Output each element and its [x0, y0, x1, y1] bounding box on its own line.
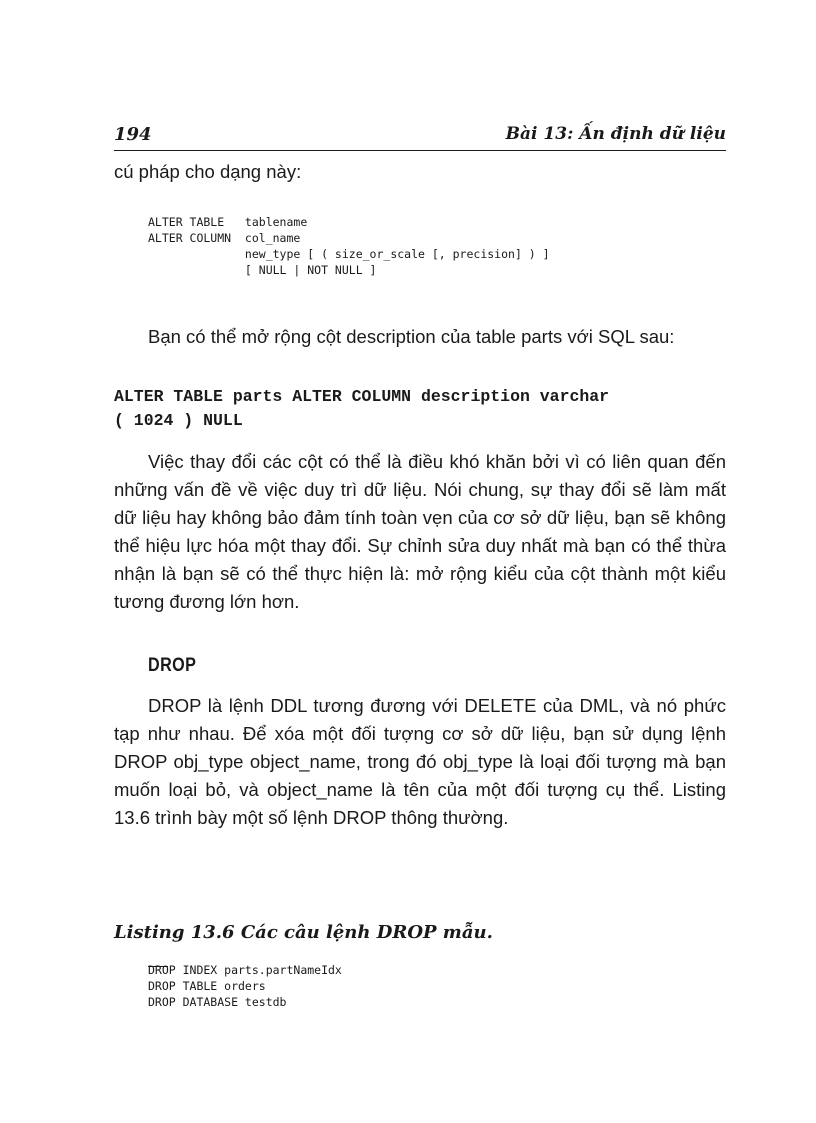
page-number: 194 — [114, 124, 152, 145]
sql-example — [114, 385, 726, 433]
syntax-line: [ NULL | NOT NULL ] — [148, 263, 377, 277]
page-header — [114, 122, 726, 152]
syntax-line: ALTER TABLE tablename — [148, 215, 308, 229]
listing-code-block — [148, 962, 342, 1010]
listing-caption: Listing 13.6 Các câu lệnh DROP mẫu. — [114, 922, 493, 943]
sql-example-line: ( 1024 ) NULL — [114, 411, 243, 430]
syntax-code-block — [148, 214, 550, 278]
listing-line: DROP INDEX parts.partNameIdx — [148, 963, 342, 977]
listing-line: DROP DATABASE testdb — [148, 995, 287, 1009]
sql-example-line: ALTER TABLE parts ALTER COLUMN description varchar — [114, 387, 610, 406]
intro-text: cú pháp cho dạng này: — [114, 161, 302, 182]
syntax-line: ALTER COLUMN col_name — [148, 231, 301, 245]
paragraph-1: Bạn có thể mở rộng cột description của table parts với SQL sau: — [148, 326, 675, 347]
paragraph-2: Việc thay đổi các cột có thể là điều khó khăn bởi vì có liên quan đến những vấn đề về việc duy trì dữ liệu. Nói chung, sự thay đổi sẽ làm mất dữ liệu hay không bảo đảm tính toàn vẹn của cơ sở dữ liệu, bạn sẽ không thể hiệu lực hóa một thay đổi. Sự chỉnh sửa duy nhất mà bạn có thể thừa nhận là bạn sẽ có thể thực hiện là: mở rộng kiểu của cột thành một kiểu tương đương lớn hơn. — [114, 451, 726, 612]
paragraph-3: DROP là lệnh DDL tương đương với DELETE của DML, và nó phức tạp như nhau. Để xóa một đối tượng cơ sở dữ liệu, bạn sử dụng lệnh DROP obj_type object_name, trong đó obj_type là loại đối tượng mà bạn muốn loại bỏ, và object_name là tên của một đối tượng cụ thể. Listing 13.6 trình bày một số lệnh DROP thông thường. — [114, 695, 726, 828]
chapter-title: Bài 13: Ấn định dữ liệu — [505, 124, 726, 144]
section-heading-drop: DROP — [148, 655, 197, 676]
listing-line: DROP TABLE orders — [148, 979, 266, 993]
syntax-line: new_type [ ( size_or_scale [, precision] ) ] — [148, 247, 550, 261]
header-rule — [114, 150, 726, 151]
